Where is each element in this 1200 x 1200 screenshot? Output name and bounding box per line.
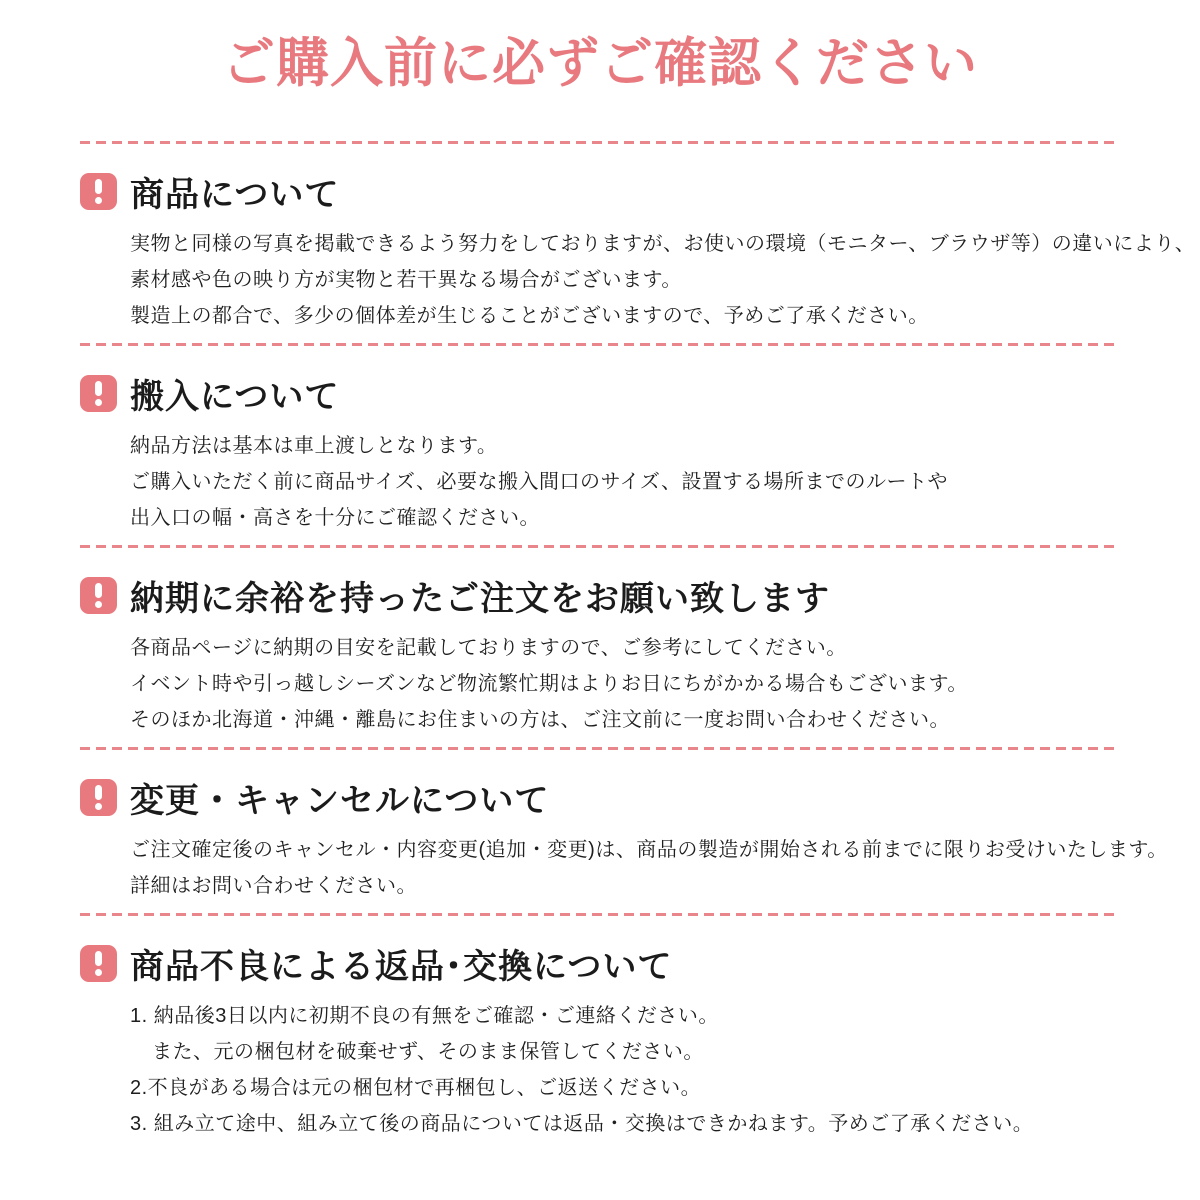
section-header	[80, 575, 1120, 617]
section-lead-time	[80, 548, 1120, 747]
section-heading: 搬入について	[130, 378, 340, 417]
body-line: また、元の梱包材を破棄せず、そのまま保管してください。	[152, 1040, 704, 1063]
body-line: 素材感や色の映り方が実物と若干異なる場合がございます。	[130, 268, 682, 291]
section-body	[80, 428, 1120, 536]
body-line: 3. 組み立て途中、組み立て後の商品については返品・交換はできかねます。予めご了承ください。	[130, 1112, 1034, 1135]
section-header	[80, 777, 1120, 819]
section-header	[80, 171, 1120, 213]
section-heading: 商品不良による返品･交換について	[130, 948, 673, 987]
section-heading: 変更・キャンセルについて	[130, 782, 550, 821]
body-line: 納品方法は基本は車上渡しとなります。	[130, 434, 498, 457]
section-body	[80, 998, 1120, 1142]
exclamation-icon	[80, 945, 117, 982]
section-header	[80, 373, 1120, 415]
section-heading: 納期に余裕を持ったご注文をお願い致します	[130, 580, 830, 619]
body-line: 1. 納品後3日以内に初期不良の有無をご確認・ご連絡ください。	[130, 1004, 719, 1027]
body-line: 実物と同様の写真を掲載できるよう努力をしておりますが、お使いの環境（モニター、ブラウザ等）の違いにより、	[130, 232, 1196, 255]
section-body	[80, 630, 1120, 738]
section-change-cancel	[80, 750, 1168, 913]
body-line: そのほか北海道・沖縄・離島にお住まいの方は、ご注文前に一度お問い合わせください。	[130, 708, 950, 731]
section-heading: 商品について	[130, 176, 340, 215]
section-body	[80, 832, 1168, 904]
exclamation-icon	[80, 577, 117, 614]
body-line: 各商品ページに納期の目安を記載しておりますので、ご参考にしてください。	[130, 636, 847, 659]
exclamation-icon	[80, 779, 117, 816]
section-header	[80, 943, 1120, 985]
exclamation-icon	[80, 375, 117, 412]
section-product-info	[80, 144, 1196, 343]
body-line: イベント時や引っ越しシーズンなど物流繁忙期はよりお日にちがかかる場合もございます。	[130, 672, 968, 695]
section-body	[80, 226, 1196, 334]
body-line: ご購入いただく前に商品サイズ、必要な搬入間口のサイズ、設置する場所までのルートや	[130, 470, 948, 493]
exclamation-icon	[80, 173, 117, 210]
page-title: ご購入前に必ずご確認ください	[222, 34, 978, 93]
body-line: ご注文確定後のキャンセル・内容変更(追加・変更)は、商品の製造が開始される前までに限りお受けいたします。	[130, 838, 1168, 861]
section-return-exchange	[80, 916, 1120, 1151]
body-line: 出入口の幅・高さを十分にご確認ください。	[130, 506, 540, 529]
section-delivery-access	[80, 346, 1120, 545]
body-line: 2.不良がある場合は元の梱包材で再梱包し、ご返送ください。	[130, 1076, 702, 1099]
body-line: 詳細はお問い合わせください。	[130, 874, 417, 897]
body-line: 製造上の都合で、多少の個体差が生じることがございますので、予めご了承ください。	[130, 304, 929, 327]
